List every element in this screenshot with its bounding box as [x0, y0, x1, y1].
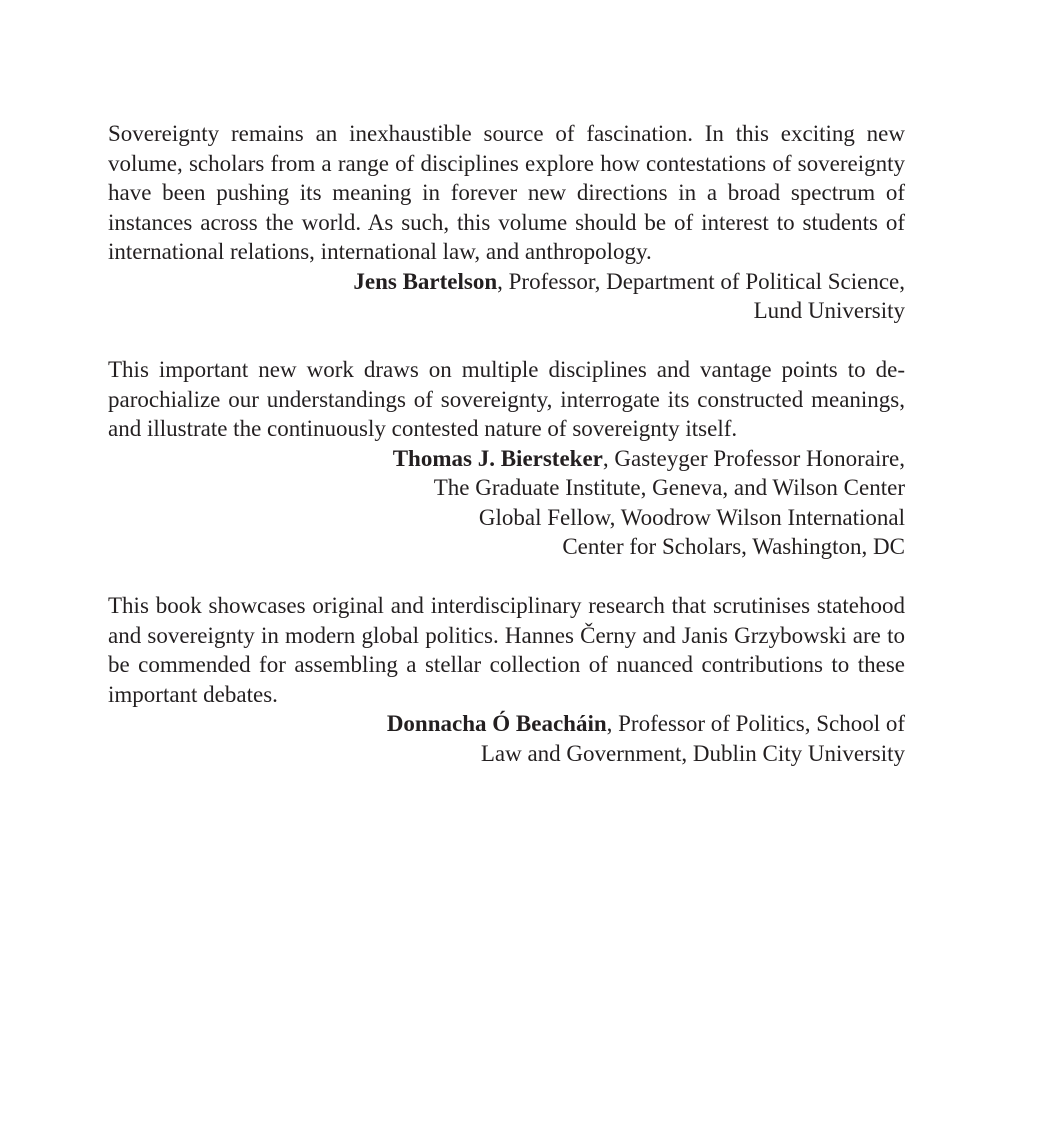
attribution-line: Center for Scholars, Washington, DC [562, 534, 905, 559]
endorsement-quote: Sovereignty remains an inexhaustible source of fascination. In this exciting new volume, scholars from a range of disciplines explore how contestations of sovereignty have been pushing its meaning in forever new directions in a broad spectrum of instances across the world. As such, this volume should be of interest to students of international relations, international law, and anthropology. [108, 121, 905, 264]
attribution-line [108, 444, 905, 474]
endorser-affiliation: , Professor of Politics, School of [606, 711, 905, 736]
endorsement-attribution [108, 267, 905, 326]
endorsement-bartelson [108, 119, 905, 326]
attribution-line: Law and Government, Dublin City University [480, 740, 905, 766]
attribution-line: Lund University [753, 298, 905, 323]
endorsements-page [108, 119, 905, 798]
attribution-line [108, 267, 905, 297]
endorsement-attribution [108, 444, 905, 562]
endorser-name: Thomas J. Biersteker [392, 445, 603, 471]
endorser-affiliation: , Gasteyger Professor Honoraire, [602, 445, 905, 471]
endorser-affiliation: , Professor, Department of Political Science, [497, 268, 905, 294]
endorser-name: Jens Bartelson [353, 268, 498, 294]
attribution-line: The Graduate Institute, Geneva, and Wilson Center [433, 475, 905, 500]
endorser-name: Donnacha Ó Beacháin [386, 711, 607, 736]
endorsement-quote: This important new work draws on multiple disciplines and vantage points to de-parochialize our understandings of sovereignty, interrogate its constructed meanings, and illustrate the continuously contested nature of sovereignty itself. [108, 357, 905, 441]
endorsement-attribution [108, 709, 905, 768]
endorsement-biersteker [108, 355, 905, 562]
endorsement-quote: This book showcases original and interdisciplinary research that scrutinises statehood and sovereignty in modern global politics. Hannes Černy and Janis Grzybowski are to be commended for assembling a stellar collection of nuanced contributions to these important debates. [108, 593, 905, 707]
attribution-line [108, 709, 905, 739]
endorsement-o-beachain [108, 591, 905, 768]
attribution-line: Global Fellow, Woodrow Wilson International [478, 504, 905, 530]
